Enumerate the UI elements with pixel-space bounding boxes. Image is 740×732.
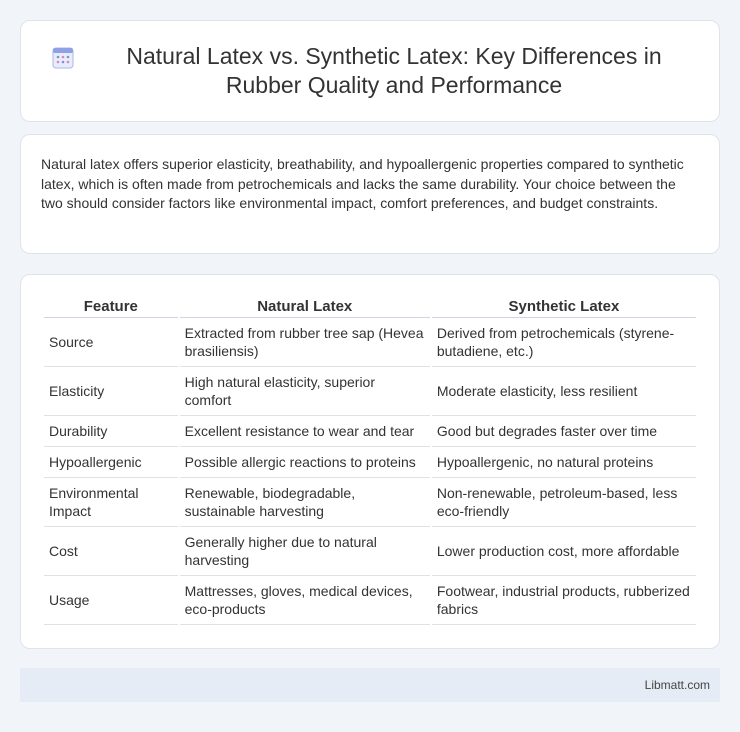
table-header-row bbox=[44, 295, 696, 318]
natural-latex-cell: Mattresses, gloves, medical devices, eco-products bbox=[180, 576, 430, 625]
feature-cell: Cost bbox=[44, 527, 178, 576]
intro-card bbox=[20, 134, 720, 254]
feature-cell: Environmental Impact bbox=[44, 478, 178, 527]
natural-latex-cell: Renewable, biodegradable, sustainable harvesting bbox=[180, 478, 430, 527]
synthetic-latex-cell: Hypoallergenic, no natural proteins bbox=[432, 447, 696, 478]
synthetic-latex-cell: Footwear, industrial products, rubberized fabrics bbox=[432, 576, 696, 625]
table-row bbox=[44, 416, 696, 447]
table-row bbox=[44, 478, 696, 527]
comparison-table-card bbox=[20, 274, 720, 649]
table-row bbox=[44, 367, 696, 416]
column-header-natural-latex: Natural Latex bbox=[180, 295, 430, 318]
natural-latex-cell: Possible allergic reactions to proteins bbox=[180, 447, 430, 478]
comparison-table bbox=[42, 295, 698, 625]
natural-latex-cell: High natural elasticity, superior comfort bbox=[180, 367, 430, 416]
synthetic-latex-cell: Good but degrades faster over time bbox=[432, 416, 696, 447]
header-card bbox=[20, 20, 720, 122]
table-row bbox=[44, 447, 696, 478]
synthetic-latex-cell: Lower production cost, more affordable bbox=[432, 527, 696, 576]
feature-cell: Durability bbox=[44, 416, 178, 447]
page-title: Natural Latex vs. Synthetic Latex: Key Differences in Rubber Quality and Performance bbox=[126, 43, 662, 98]
column-header-synthetic-latex: Synthetic Latex bbox=[432, 295, 696, 318]
title-wrap bbox=[51, 42, 689, 100]
intro-paragraph: Natural latex offers superior elasticity, breathability, and hypoallergenic properties compared to synthetic latex, which is often made from petrochemicals and lacks the same durability. Your choice between the two should consider factors like environmental impact, comfort preferences, and budget constraints. bbox=[41, 156, 684, 211]
feature-cell: Usage bbox=[44, 576, 178, 625]
feature-cell: Source bbox=[44, 318, 178, 367]
footer-brand: Libmatt.com bbox=[644, 678, 710, 692]
natural-latex-cell: Extracted from rubber tree sap (Hevea brasiliensis) bbox=[180, 318, 430, 367]
footer bbox=[20, 668, 720, 702]
synthetic-latex-cell: Non-renewable, petroleum-based, less eco-friendly bbox=[432, 478, 696, 527]
feature-cell: Hypoallergenic bbox=[44, 447, 178, 478]
natural-latex-cell: Generally higher due to natural harvesting bbox=[180, 527, 430, 576]
table-row bbox=[44, 576, 696, 625]
synthetic-latex-cell: Derived from petrochemicals (styrene-butadiene, etc.) bbox=[432, 318, 696, 367]
table-row bbox=[44, 318, 696, 367]
table-row bbox=[44, 527, 696, 576]
natural-latex-cell: Excellent resistance to wear and tear bbox=[180, 416, 430, 447]
feature-cell: Elasticity bbox=[44, 367, 178, 416]
synthetic-latex-cell: Moderate elasticity, less resilient bbox=[432, 367, 696, 416]
column-header-feature: Feature bbox=[44, 295, 178, 318]
calendar-icon bbox=[51, 45, 77, 71]
